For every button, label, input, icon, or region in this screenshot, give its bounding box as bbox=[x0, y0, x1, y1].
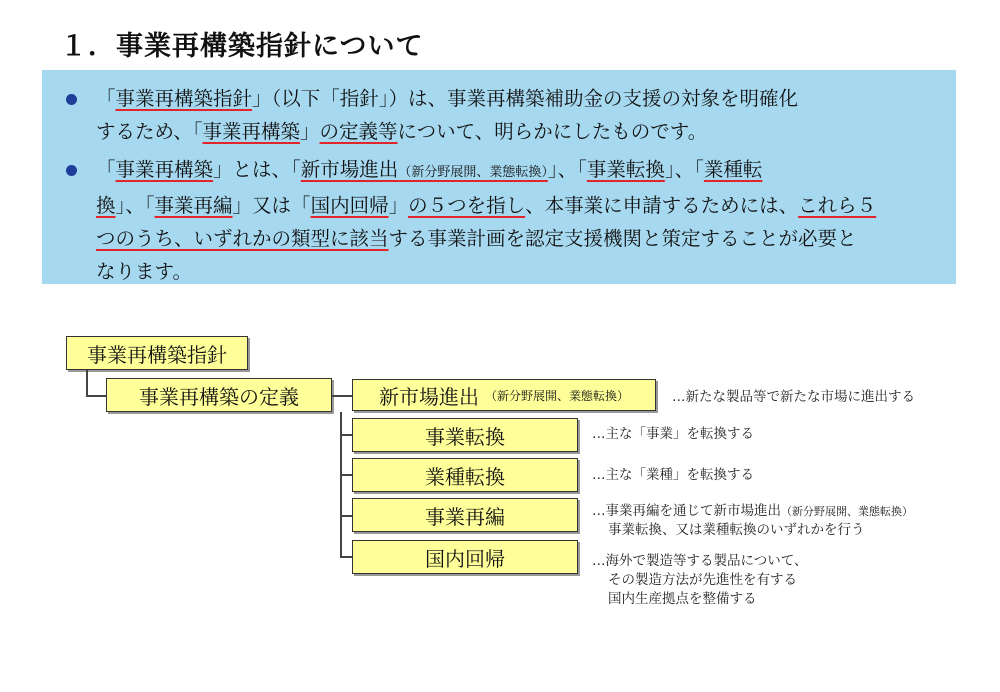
text-segment: 」、「 bbox=[547, 158, 587, 181]
text-segment: 」 bbox=[388, 194, 409, 217]
connector-line bbox=[86, 395, 106, 397]
root-box: 事業再構築指針 bbox=[66, 336, 248, 370]
desc-industry-conversion: …主な「業種」を転換する bbox=[592, 467, 754, 483]
underlined-term: 換 bbox=[96, 194, 116, 217]
text-segment: について、明らかにしたものです。 bbox=[397, 120, 708, 143]
bullet-1-line-1 bbox=[96, 82, 946, 115]
text-segment: 「 bbox=[96, 158, 116, 181]
text-segment: 」又は「 bbox=[232, 194, 311, 217]
summary-panel bbox=[42, 70, 956, 284]
bullet-1-line-2 bbox=[96, 115, 946, 148]
bullet-2-line-4 bbox=[96, 255, 946, 288]
connector-line bbox=[86, 370, 88, 396]
underlined-term: つのうち、いずれかの類型に該当 bbox=[96, 227, 389, 250]
desc-reshoring: …海外で製造等する製品について、 その製造方法が先進性を有する 国内生産拠点を整備する bbox=[592, 553, 808, 607]
underlined-term: 事業再構築 bbox=[202, 120, 300, 143]
connector-line bbox=[340, 434, 352, 436]
bullet-2-line-3 bbox=[96, 222, 946, 255]
bullet-text-1 bbox=[96, 82, 946, 148]
type-box-new-market: 新市場進出 （新分野展開、業態転換） bbox=[352, 379, 656, 411]
underlined-term: 新市場進出 bbox=[300, 158, 399, 181]
underlined-term: 業種転 bbox=[703, 158, 763, 181]
connector-line bbox=[340, 556, 352, 558]
underlined-term: 国内回帰 bbox=[310, 194, 389, 217]
desc-business-conversion: …主な「事業」を転換する bbox=[592, 426, 754, 442]
bullet-text-2 bbox=[96, 153, 946, 288]
text-segment: なります。 bbox=[96, 260, 192, 283]
connector-line bbox=[332, 395, 352, 397]
underlined-term: の定義等 bbox=[319, 120, 398, 143]
type-box-business-conversion: 事業転換 bbox=[352, 418, 578, 452]
bullet-icon bbox=[66, 94, 77, 105]
underlined-term: 事業転換 bbox=[586, 158, 665, 181]
type-box-reorganization: 事業再編 bbox=[352, 498, 578, 532]
text-segment: 」、「 bbox=[664, 158, 704, 181]
type-box-industry-conversion: 業種転換 bbox=[352, 458, 578, 492]
text-segment: 、本事業に申請するためには、 bbox=[525, 194, 799, 217]
underlined-term: 事業再構築指針 bbox=[115, 87, 253, 110]
page-title: １．事業再構築指針について bbox=[60, 31, 424, 62]
text-segment: 」 bbox=[300, 120, 320, 143]
bullet-2-line-1 bbox=[96, 153, 946, 189]
connector-line bbox=[340, 474, 352, 476]
underlined-term: の５つを指し bbox=[408, 194, 526, 217]
underlined-term: 事業再構築 bbox=[115, 158, 214, 181]
text-segment: 」とは、「 bbox=[213, 158, 301, 181]
text-segment: する事業計画を認定支援機関と策定することが必要と bbox=[388, 227, 857, 250]
desc-reorganization: …事業再編を通じて新市場進出（新分野展開、業態転換） 事業転換、又は業種転換のいずれかを行う bbox=[592, 503, 913, 538]
text-segment: 」、「 bbox=[115, 194, 155, 217]
underlined-term: 事業再編 bbox=[154, 194, 233, 217]
connector-line bbox=[340, 515, 352, 517]
underlined-term: これら５ bbox=[798, 194, 877, 217]
text-segment: 「 bbox=[96, 87, 116, 110]
bullet-icon bbox=[66, 165, 77, 176]
text-segment: するため、「 bbox=[96, 120, 203, 143]
text-segment: 」（以下「指針」）は、事業再構築補助金の支援の対象を明確化 bbox=[252, 87, 799, 110]
desc-new-market: …新たな製品等で新たな市場に進出する bbox=[672, 389, 915, 405]
definition-box: 事業再構築の定義 bbox=[106, 378, 332, 412]
underlined-term: （新分野展開、業態転換） bbox=[398, 165, 548, 180]
type-box-reshoring: 国内回帰 bbox=[352, 540, 578, 574]
bullet-2-line-2 bbox=[96, 189, 946, 222]
